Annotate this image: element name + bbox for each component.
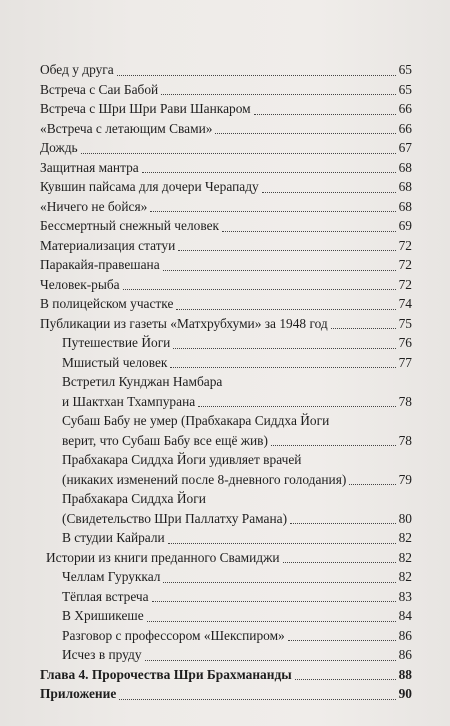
toc-entry-title: Защитная мантра [40, 159, 139, 175]
toc-entry-title: верит, что Субаш Бабу все ещё жив) [62, 432, 268, 448]
toc-entry-title: «Встреча с летающим Свами» [40, 120, 213, 136]
toc-entry-title: Обед у друга [40, 62, 114, 77]
dot-leader [198, 406, 395, 407]
toc-entry-page: 66 [398, 120, 412, 136]
dot-leader [271, 445, 396, 446]
toc-entry [40, 119, 412, 139]
toc-entry-page: 86 [398, 627, 412, 643]
toc-entry-page: 72 [398, 276, 412, 292]
toc-entry-page: 68 [398, 198, 412, 214]
toc-subentry-line1: Прабхакара Сиддха Йоги [62, 491, 206, 506]
toc-entry-title: Публикации из газеты «Матхрубхуми» за 1948 год [40, 315, 328, 331]
toc-entry-title: Разговор с профессором «Шекспиром» [62, 627, 285, 643]
toc-subentry [40, 567, 412, 587]
toc-entry-title: Встреча с Шри Шри Рави Шанкаром [40, 101, 251, 116]
toc-subentry-line1: Прабхакара Сиддха Йоги удивляет врачей [62, 452, 302, 467]
toc-entry-title: Кувшин пайсама для дочери Черападу [40, 179, 259, 194]
toc-entry-title: Мшистый человек [62, 354, 168, 370]
toc-entry-page: 80 [398, 510, 412, 526]
toc-entry-title: и Шактхан Тхампурана [62, 393, 196, 409]
toc-entry [40, 255, 412, 275]
toc-entry-title: Паракайя-правешана [40, 257, 160, 272]
toc-entry-title: Бессмертный снежный человек [40, 218, 220, 233]
toc-subentry [40, 626, 412, 646]
toc-entry-page: 66 [398, 101, 412, 116]
toc-section-entry [40, 548, 412, 568]
dot-leader [290, 523, 396, 524]
dot-leader [288, 640, 396, 641]
toc-entry-title: В полицейском участке [40, 296, 174, 311]
dot-leader [173, 348, 395, 349]
toc-entry-title: Путешествие Йоги [62, 335, 171, 350]
toc-entry-page: 79 [398, 471, 412, 487]
toc-entry-page: 74 [398, 296, 412, 311]
dot-leader [178, 250, 395, 251]
toc-entry-page: 65 [398, 62, 412, 77]
toc-entry-page: 86 [398, 647, 412, 662]
toc-subentry [40, 392, 412, 412]
dot-leader [163, 582, 395, 583]
dot-leader [163, 270, 396, 271]
toc-subentry [40, 587, 412, 607]
dot-leader [262, 192, 396, 193]
toc-entry-page: 72 [398, 257, 412, 272]
toc-subentry [40, 509, 412, 529]
toc-entry-page: 82 [398, 549, 412, 565]
toc-entry-page: 90 [398, 686, 412, 701]
toc-entry [40, 236, 412, 256]
dot-leader [147, 621, 396, 622]
toc-entry-page: 83 [398, 588, 412, 604]
toc-entry-title: Приложение [40, 686, 117, 701]
dot-leader [295, 679, 396, 680]
dot-leader [168, 543, 396, 544]
toc-subentry-line1: Встретил Кунджан Намбара [62, 374, 223, 389]
toc-entry [40, 197, 412, 217]
dot-leader [215, 133, 395, 134]
dot-leader [331, 328, 396, 329]
toc-entry-page: 68 [398, 179, 412, 194]
toc-entry-page: 77 [398, 354, 412, 370]
toc-entry-title: «Ничего не бойся» [40, 198, 148, 214]
toc-entry-title: (никаких изменений после 8-дневного голодания) [62, 471, 347, 487]
toc-entry-title: Человек-рыба [40, 276, 120, 292]
toc-entry [40, 158, 412, 178]
toc-subentry [40, 606, 412, 626]
toc-entry-page: 78 [398, 393, 412, 409]
toc-entry [40, 275, 412, 295]
toc-entry-title: Встреча с Саи Бабой [40, 81, 159, 97]
toc-entry-page: 72 [398, 237, 412, 253]
toc-subentry [40, 353, 412, 373]
toc-subentry [40, 470, 412, 490]
table-of-contents [40, 60, 412, 704]
dot-leader [81, 153, 396, 154]
toc-entry-title: Челлам Гуруккал [62, 569, 161, 584]
toc-subentry [40, 333, 412, 353]
dot-leader [145, 660, 396, 661]
toc-entry-title: Дождь [40, 140, 78, 155]
toc-entry-page: 68 [398, 159, 412, 175]
dot-leader [161, 94, 395, 95]
toc-entry-title: Тёплая встреча [62, 588, 149, 604]
toc-entry-page: 75 [398, 315, 412, 331]
toc-entry-title: (Свидетельство Шри Паллатху Рамана) [62, 510, 288, 526]
toc-subentry [40, 528, 412, 548]
toc-entry-title: Исчез в пруду [62, 647, 142, 662]
toc-entry-page: 76 [398, 335, 412, 350]
toc-entry-title: Материализация статуи [40, 237, 176, 253]
toc-entry-title: В студии Кайрали [62, 530, 165, 545]
dot-leader [117, 75, 396, 76]
toc-entry [40, 216, 412, 236]
dot-leader [222, 231, 396, 232]
dot-leader [349, 484, 395, 485]
toc-entry-page: 69 [398, 218, 412, 233]
dot-leader [283, 562, 396, 563]
toc-entry-title: Истории из книги преданного Свамиджи [46, 549, 280, 565]
dot-leader [170, 367, 395, 368]
dot-leader [176, 309, 395, 310]
toc-entry [40, 99, 412, 119]
toc-entry-page: 84 [398, 608, 412, 623]
toc-entry [40, 314, 412, 334]
toc-entry-page: 67 [398, 140, 412, 155]
toc-entry [40, 138, 412, 158]
toc-entry [40, 60, 412, 80]
toc-entry-page: 82 [398, 530, 412, 545]
toc-entry-page: 82 [398, 569, 412, 584]
dot-leader [119, 699, 395, 700]
toc-entry-page: 65 [398, 81, 412, 97]
toc-entry-page: 78 [398, 432, 412, 448]
toc-entry-page: 88 [398, 666, 412, 682]
dot-leader [150, 211, 395, 212]
toc-entry [40, 80, 412, 100]
toc-entry-title: Глава 4. Пророчества Шри Брахмананды [40, 666, 292, 682]
toc-entry [40, 177, 412, 197]
toc-subentry [40, 431, 412, 451]
toc-subentry-line1: Субаш Бабу не умер (Прабхакара Сиддха Йоги [62, 413, 330, 428]
toc-entry-title: В Хришикеше [62, 608, 144, 623]
dot-leader [142, 172, 396, 173]
dot-leader [254, 114, 396, 115]
toc-subentry [40, 645, 412, 665]
dot-leader [123, 289, 396, 290]
toc-chapter-entry [40, 665, 412, 685]
dot-leader [152, 601, 396, 602]
toc-entry [40, 294, 412, 314]
toc-appendix-entry [40, 684, 412, 704]
